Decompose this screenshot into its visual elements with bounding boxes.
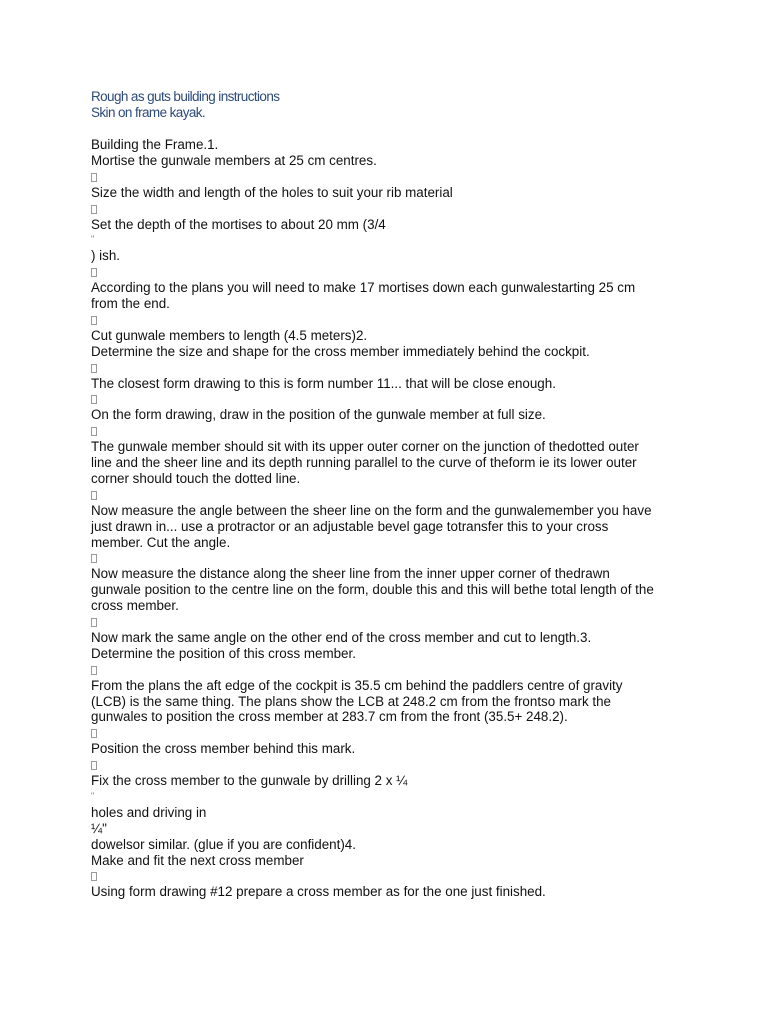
bullet-glyph	[91, 487, 691, 503]
bullet-glyph	[91, 201, 691, 217]
text-line: line and the sheer line and its depth running parallel to the curve of theform ie its lower outer	[91, 455, 637, 471]
missing-glyph-box-icon	[91, 729, 97, 738]
text-line: On the form drawing, draw in the position of the gunwale member at full size.	[91, 407, 546, 423]
text-line: The closest form drawing to this is form number 11... that will be close enough.	[91, 375, 556, 391]
text-line: cross member.	[91, 598, 179, 614]
missing-glyph-box-icon	[91, 205, 97, 214]
text-line: Determine the position of this cross member.	[91, 645, 356, 661]
missing-glyph-box-icon	[91, 618, 97, 627]
text-line: gunwale position to the centre line on the form, double this and this will bethe total length of the	[91, 582, 654, 598]
text-line: ) ish.	[91, 248, 121, 264]
missing-glyph-box-icon	[91, 173, 97, 182]
text-line: Position the cross member behind this mark.	[91, 741, 356, 757]
missing-glyph-box-icon	[91, 491, 97, 500]
text-line: dowelsor similar. (glue if you are confident)4.	[91, 836, 356, 852]
title-line-2: Skin on frame kayak.	[91, 105, 206, 120]
missing-glyph-box-icon	[91, 872, 97, 881]
bullet-glyph	[91, 614, 691, 630]
text-line: Cut gunwale members to length (4.5 meters)2.	[91, 327, 368, 343]
bullet-glyph	[91, 264, 691, 280]
title-line-1: Rough as guts building instructions	[91, 89, 280, 104]
bullet-glyph	[91, 169, 691, 185]
bullet-glyph	[91, 757, 691, 773]
missing-glyph-box-icon	[91, 761, 97, 770]
text-line: gunwales to position the cross member at 283.7 cm from the front (35.5+ 248.2).	[91, 709, 568, 725]
text-line: corner should touch the dotted line.	[91, 470, 301, 486]
missing-glyph-box-icon	[91, 666, 97, 675]
text-line: According to the plans you will need to make 17 mortises down each gunwalestarting 25 cm	[91, 280, 636, 296]
text-line: Using form drawing #12 prepare a cross member as for the one just finished.	[91, 884, 546, 900]
text-line: ¼"	[91, 820, 107, 836]
text-line: Now measure the distance along the sheer line from the inner upper corner of thedrawn	[91, 566, 610, 582]
bullet-glyph	[91, 312, 691, 328]
bullet-glyph	[91, 868, 691, 884]
text-line: From the plans the aft edge of the cockpit is 35.5 cm behind the paddlers centre of gravity	[91, 677, 623, 693]
text-line: Now measure the angle between the sheer line on the form and the gunwalemember you have	[91, 502, 652, 518]
missing-glyph-box-icon	[91, 316, 97, 325]
missing-glyph-box-icon	[91, 395, 97, 404]
missing-glyph-box-icon	[91, 364, 97, 373]
missing-glyph-box-icon	[91, 268, 97, 277]
text-line: Determine the size and shape for the cross member immediately behind the cockpit.	[91, 343, 590, 359]
text-line: The gunwale member should sit with its upper outer corner on the junction of thedotted outer	[91, 439, 639, 455]
document-title	[91, 89, 279, 121]
bullet-glyph	[91, 662, 691, 678]
text-line: member. Cut the angle.	[91, 534, 231, 550]
text-line: Make and fit the next cross member	[91, 852, 304, 868]
bullet-glyph	[91, 423, 691, 439]
text-line: holes and driving in	[91, 804, 207, 820]
text-line: Now mark the same angle on the other end of the cross member and cut to length.3.	[91, 629, 592, 645]
text-line: Fix the cross member to the gunwale by drilling 2 x ¼	[91, 773, 408, 789]
inch-mark-line: "	[91, 790, 95, 801]
text-line: Building the Frame.1.	[91, 137, 219, 152]
missing-glyph-box-icon	[91, 427, 97, 436]
bullet-glyph	[91, 391, 691, 407]
text-line: Mortise the gunwale members at 25 cm centres.	[91, 152, 377, 168]
bullet-glyph	[91, 360, 691, 376]
bullet-glyph	[91, 550, 691, 566]
text-line: (LCB) is the same thing. The plans show the LCB at 248.2 cm from the frontso mark the	[91, 693, 611, 709]
text-line: Size the width and length of the holes to suit your rib material	[91, 184, 453, 200]
document-body	[91, 137, 691, 900]
text-line: from the end.	[91, 296, 170, 312]
inch-mark-line: "	[91, 234, 95, 245]
missing-glyph-box-icon	[91, 554, 97, 563]
text-line: Set the depth of the mortises to about 20 mm (3/4	[91, 216, 386, 232]
text-line: just drawn in... use a protractor or an adjustable bevel gage totransfer this to your cross	[91, 518, 609, 534]
bullet-glyph	[91, 725, 691, 741]
